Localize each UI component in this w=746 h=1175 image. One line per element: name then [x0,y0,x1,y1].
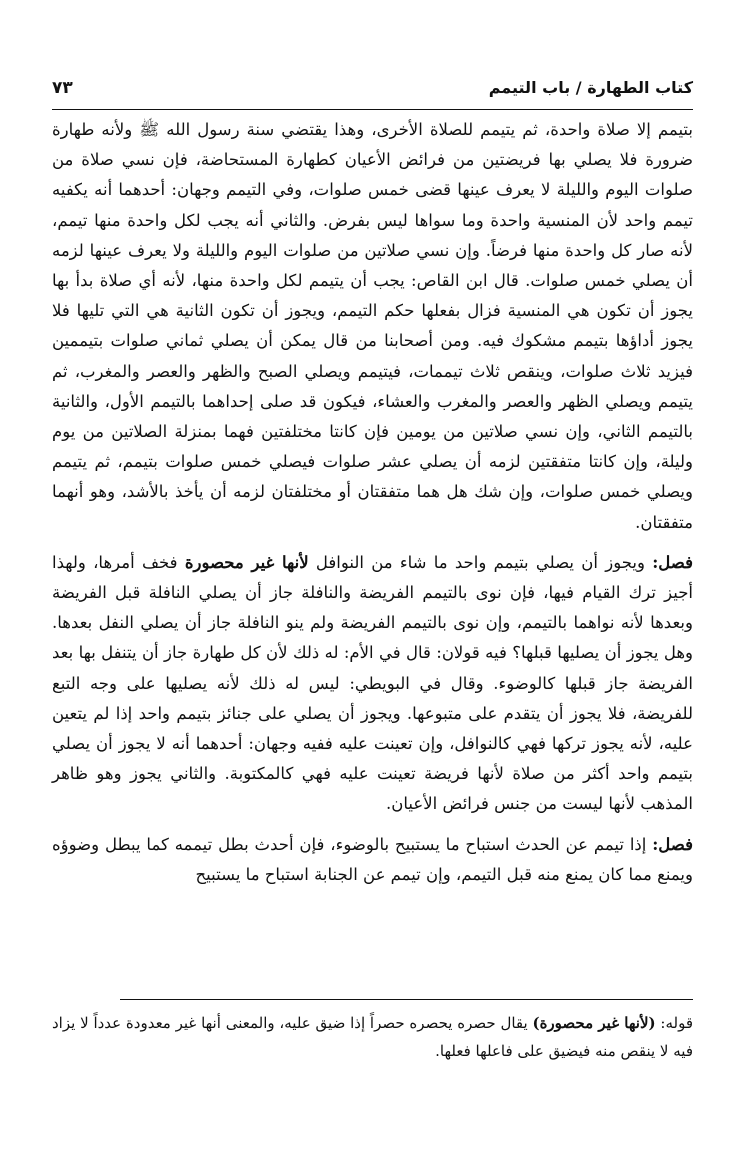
section-lead: فصل: [652,552,693,572]
paragraph-1: بتيمم إلا صلاة واحدة، ثم يتيمم للصلاة الأخرى، وهذا يقتضي سنة رسول الله ﷺ ولأنه طهارة ضرورة فلا يصلي بها فريضتين من فرائض الأعيان كطهارة المستحاضة، فإن نسي صلاة من صلوات اليوم والليلة لا يعرف عينها قضى خمس صلوات، وفي التيمم وجهان: أحدهما أنه يكفيه تيمم واحد لأن المنسية واحدة وما سواها ليس بفرض. والثاني أنه يجب لكل واحدة منها تيمم، لأنه صار كل واحدة منها فرضاً. وإن نسي صلاتين من صلوات اليوم والليلة ولا يعرف عينها لزمه أن يصلي خمس صلوات. قال ابن القاص: يجب أن يتيمم لكل واحدة منها، لأنه أي صلاة بدأ بها يجوز أن تكون هي المنسية فزال بفعلها حكم التيمم، ويجوز أن تكون الثانية هي التي تليها فلا يجوز أداؤها بتيمم مشكوك فيه. ومن أصحابنا من قال يمكن أن يصلي ثماني صلوات بتيممين فيزيد ثلاث صلوات، وينقص ثلاث تيممات، فيتيمم ويصلي الصبح والظهر والعصر والمغرب، ثم يتيمم ويصلي الظهر والعصر والمغرب والعشاء، فيكون قد صلى إحداهما بالتيمم الأول، والثانية بالتيمم الثاني، وإن نسي صلاتين من يومين فإن كانتا مختلفتين فهما بمنزلة الصلاتين من يوم وليلة، وإن كانتا متفقتين لزمه أن يصلي عشر صلوات فيصلي خمس صلوات بتيمم، ثم يتيمم ويصلي خمس صلوات، وإن شك هل هما متفقتان أو مختلفتان لزمه أن يأخذ بالأشد، وهو أنهما متفقتان. [52,120,693,532]
header-rule [52,109,693,110]
section-lead: فصل: [652,834,693,854]
footnote-rule [120,999,693,1000]
paragraph-3 [52,830,693,890]
footnote-prefix: قوله: [655,1014,693,1032]
emphasized-phrase: لأنها غير محصورة [184,552,309,572]
page-number: ٧٣ [52,78,73,98]
footnote-text [52,1009,693,1065]
main-text [52,115,693,890]
running-title: كتاب الطهارة / باب التيمم [488,78,693,97]
paragraph-2-text-a: ويجوز أن يصلي بتيمم واحد ما شاء من النوافل [308,552,653,572]
footnote [52,1009,693,1065]
paragraph-3-text: إذا تيمم عن الحدث استباح ما يستبيح بالوضوء، فإن أحدث بطل تيممه كما يبطل وضوؤه ويمنع مما كان يمنع منه قبل التيمم، وإن تيمم عن الجنابة استباح ما يستبيح [52,834,693,884]
footnote-body: يقال حصره يحصره حصراً إذا ضيق عليه، والمعنى أنها غير معدودة عدداً لا يزاد فيه لا ينقص منه فيضيق على فاعلها فعلها. [52,1014,693,1060]
paragraph-2-text-b: فخف أمرها، ولهذا أجيز ترك القيام فيها، فإن نوى بالتيمم الفريضة والنافلة جاز أن يصلي النافلة قبل الفريضة وبعدها لأنه نواهما بالتيمم، وإن نوى بالتيمم الفريضة ولم ينو النافلة جاز أن يصلي النفل بعدها. وهل يجوز أن يصليها قبلها؟ فيه قولان: قال في الأم: له ذلك لأن كل طهارة جاز أن يتنفل بها بعد الفريضة جاز قبلها كالوضوء. وقال في البويطي: ليس له ذلك لأنه يصليها على وجه التبع للفريضة، فلا يجوز أن يتقدم على متبوعها. ويجوز أن يصلي على جنائز بتيمم واحد إذا لم يتعين عليه، لأنه يجوز تركها فهي كالنوافل، وإن تعينت عليه ففيه وجهان: أحدهما أنه لا يجوز أن يصلي بتيمم واحد أكثر من صلاة لأنها فريضة تعينت عليه فهي كالمكتوبة. والثاني يجوز وهو ظاهر المذهب لأنها ليست من جنس فرائض الأعيان. [52,552,693,814]
footnote-emphasis: (لأنها غير محصورة) [532,1014,656,1032]
paragraph-2 [52,548,693,820]
page-header [52,70,693,110]
